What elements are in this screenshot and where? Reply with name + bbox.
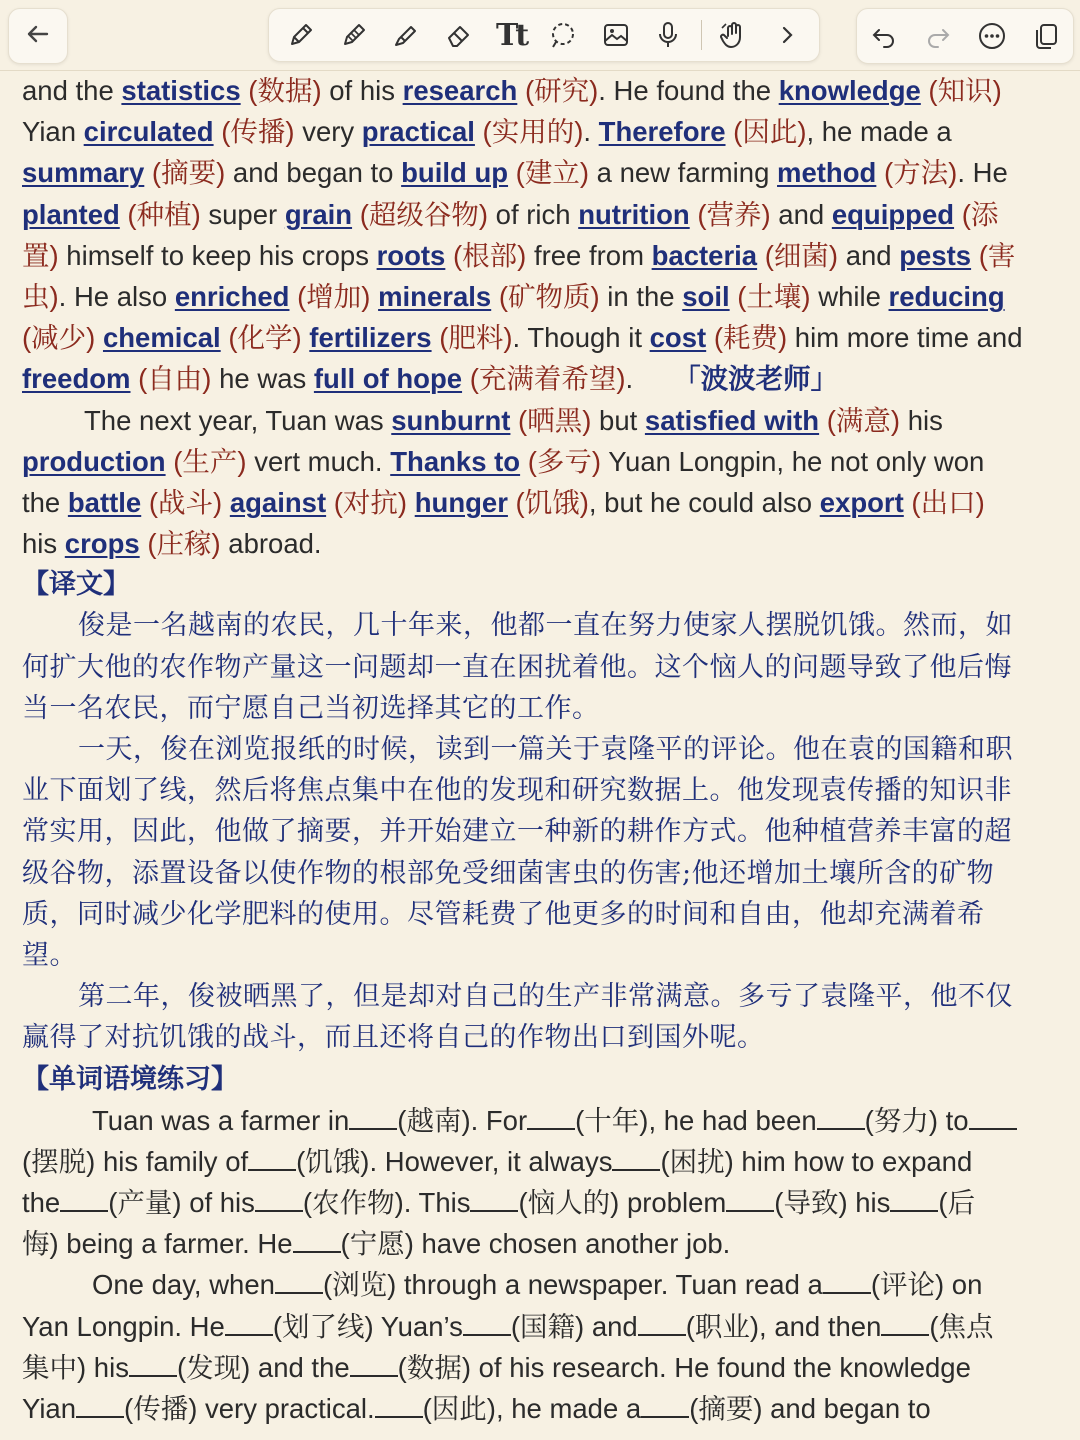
passage-line: 虫). He also enriched (增加) minerals (矿物质) in the soil (土壤) while reducing xyxy=(22,280,1005,312)
more-tools-button[interactable] xyxy=(767,15,807,55)
vocab-word: sunburnt xyxy=(391,404,511,436)
answer-blank[interactable] xyxy=(76,1392,124,1418)
vocab-word: crops xyxy=(64,528,140,560)
vocab-word: enriched xyxy=(174,280,290,312)
translation-line: 何扩大他的农作物产量这一问题却一直在困扰着他。这个恼人的问题导致了他后悔 xyxy=(22,651,1012,683)
image-icon xyxy=(601,20,631,50)
vocab-word: method xyxy=(777,157,877,189)
pencil-icon xyxy=(339,20,369,50)
toolbar-separator xyxy=(701,20,702,50)
more-options-button[interactable] xyxy=(972,16,1012,56)
text-tool-button[interactable] xyxy=(491,15,531,55)
answer-blank[interactable] xyxy=(350,1351,398,1377)
passage-line: freedom (自由) he was full of hope (充满着希望). 「波波老师」 xyxy=(22,363,839,395)
translation-heading: 【译文】 xyxy=(22,569,130,600)
answer-blank[interactable] xyxy=(375,1392,423,1418)
practice-line: Tuan was a farmer in (越南). For (十年), he had been (努力) to xyxy=(22,1100,1068,1141)
author-tag: 「波波老师」 xyxy=(673,363,839,395)
pencil-tool-button[interactable] xyxy=(334,15,374,55)
answer-blank[interactable] xyxy=(641,1392,689,1418)
vocab-word: fertilizers xyxy=(309,322,432,354)
vocab-word: Thanks to xyxy=(390,445,521,477)
vocab-word: against xyxy=(229,486,327,518)
practice-line: (摆脱) his family of (饥饿). However, it always (困扰) him how to expand xyxy=(22,1145,973,1177)
translation-line: 业下面划了线，然后将焦点集中在他的发现和研究数据上。他发现袁传播的知识非 xyxy=(22,775,1012,807)
vocab-word: production xyxy=(22,445,166,477)
answer-blank[interactable] xyxy=(612,1145,660,1171)
pen-tool-button[interactable] xyxy=(281,15,321,55)
highlighter-tool-button[interactable] xyxy=(386,15,426,55)
vocab-word: Therefore xyxy=(598,116,726,148)
vocab-word: full of hope xyxy=(313,363,463,395)
vocab-word: grain xyxy=(284,198,353,230)
translation-line: 望。 xyxy=(22,939,77,971)
redo-button[interactable] xyxy=(918,16,958,56)
passage-line: summary (摘要) and began to build up (建立) a new farming method (方法). He xyxy=(22,157,1008,189)
vocab-word: export xyxy=(819,486,904,518)
vocab-word: bacteria xyxy=(651,239,758,271)
back-arrow-icon xyxy=(23,19,53,54)
history-actions xyxy=(856,8,1074,64)
passage-line: his crops (庄稼) abroad. xyxy=(22,528,322,560)
redo-icon xyxy=(923,21,953,51)
practice-line: Yian (传播) very practical. (因此), he made a (摘要) and began to xyxy=(22,1393,931,1424)
passage-line: planted (种植) super grain (超级谷物) of rich nutrition (营养) and equipped (添 xyxy=(22,198,999,230)
practice-line: the (产量) of his (农作物). This (恼人的) problem (导致) his (后 xyxy=(22,1187,976,1219)
practice-line: 集中) his (发现) and the (数据) of his research. He found the knowledge xyxy=(22,1351,971,1383)
vocab-word: soil xyxy=(682,280,730,312)
more-icon xyxy=(977,21,1007,51)
answer-blank[interactable] xyxy=(969,1104,1017,1130)
passage-line: (减少) chemical (化学) fertilizers (肥料). Though it cost (耗费) him more time and xyxy=(22,322,1023,354)
vocab-word: satisfied with xyxy=(644,404,820,436)
vocab-word: freedom xyxy=(22,363,131,395)
translation-line: 俊是一名越南的农民，几十年来，他都一直在努力使家人摆脱饥饿。然而，如 xyxy=(78,610,1013,642)
passage-line: The next year, Tuan was sunburnt (晒黑) but satisfied with (满意) his xyxy=(84,404,943,436)
eraser-icon xyxy=(444,20,474,50)
image-tool-button[interactable] xyxy=(596,15,636,55)
practice-line: Yan Longpin. He (划了线) Yuan’s (国籍) and (职业), and then (焦点 xyxy=(22,1310,994,1342)
answer-blank[interactable] xyxy=(349,1104,397,1130)
microphone-icon xyxy=(653,20,683,50)
answer-blank[interactable] xyxy=(225,1310,273,1336)
vocab-word: equipped xyxy=(831,198,955,230)
pages-button[interactable] xyxy=(1026,16,1066,56)
answer-blank[interactable] xyxy=(275,1268,323,1294)
vocab-word: battle xyxy=(67,486,142,518)
translation-line: 级谷物，添置设备以使作物的根部免受细菌害虫的伤害;他还增加土壤所含的矿物 xyxy=(22,857,995,889)
translation-line: 赢得了对抗饥饿的战斗，而且还将自己的作物出口到国外呢。 xyxy=(22,1022,765,1054)
vocab-word: build up xyxy=(401,157,509,189)
answer-blank[interactable] xyxy=(463,1310,511,1336)
answer-blank[interactable] xyxy=(470,1186,518,1212)
answer-blank[interactable] xyxy=(726,1186,774,1212)
back-button[interactable] xyxy=(8,8,68,64)
answer-blank[interactable] xyxy=(248,1145,296,1171)
vocab-word: cost xyxy=(649,322,707,354)
answer-blank[interactable] xyxy=(890,1186,938,1212)
answer-blank[interactable] xyxy=(823,1268,871,1294)
translation-line: 常实用，因此，他做了摘要，并开始建立一种新的耕作方式。他种植营养丰富的超 xyxy=(22,816,1012,848)
vocab-word: reducing xyxy=(888,280,1005,312)
lasso-tool-button[interactable] xyxy=(543,15,583,55)
vocab-word: statistics xyxy=(121,75,241,106)
vocab-word: research xyxy=(402,75,518,106)
translation-line: 当一名农民，而宁愿自己当初选择其它的工作。 xyxy=(22,692,600,724)
answer-blank[interactable] xyxy=(881,1310,929,1336)
eraser-tool-button[interactable] xyxy=(439,15,479,55)
note-page xyxy=(22,70,1068,1429)
answer-blank[interactable] xyxy=(255,1186,303,1212)
passage-line: Yian circulated (传播) very practical (实用的). Therefore (因此), he made a xyxy=(22,116,952,148)
lasso-icon xyxy=(548,20,578,50)
practice-line: One day, when (浏览) through a newspaper. Tuan read a (评论) on xyxy=(92,1269,983,1301)
practice-line: 悔) being a farmer. He (宁愿) have chosen another job. xyxy=(22,1228,731,1260)
undo-icon xyxy=(869,21,899,51)
passage-line: the battle (战斗) against (对抗) hunger (饥饿), but he could also export (出口) xyxy=(22,486,985,518)
vocab-word: pests xyxy=(899,239,972,271)
translation-line: 第二年，俊被晒黑了，但是却对自己的生产非常满意。多亏了袁隆平，他不仅 xyxy=(78,981,1013,1013)
vocab-word: minerals xyxy=(378,280,492,312)
answer-blank[interactable] xyxy=(817,1104,865,1130)
tool-palette xyxy=(268,8,820,62)
vocab-word: planted xyxy=(22,198,120,230)
chevron-right-icon xyxy=(772,20,802,50)
vocab-word: practical xyxy=(361,116,475,148)
answer-blank[interactable] xyxy=(527,1104,575,1130)
translation-line: 质，同时减少化学肥料的使用。尽管耗费了他更多的时间和自由，他却充满着希 xyxy=(22,898,985,930)
passage-line: and the statistics (数据) of his research (研究). He found the knowledge (知识) xyxy=(22,75,1002,106)
vocab-word: nutrition xyxy=(578,198,690,230)
toolbar xyxy=(0,0,1080,71)
vocab-word: knowledge xyxy=(778,75,921,106)
answer-blank[interactable] xyxy=(60,1186,108,1212)
vocab-word: summary xyxy=(22,157,145,189)
vocab-word: hunger xyxy=(414,486,508,518)
vocab-word: circulated xyxy=(83,116,214,148)
pages-icon xyxy=(1031,21,1061,51)
passage-line: 置) himself to keep his crops roots (根部) free from bacteria (细菌) and pests (害 xyxy=(22,239,1016,271)
answer-blank[interactable] xyxy=(129,1351,177,1377)
vocab-word: roots xyxy=(376,239,446,271)
answer-blank[interactable] xyxy=(293,1227,341,1253)
passage-line: production (生产) vert much. Thanks to (多亏) Yuan Longpin, he not only won xyxy=(22,445,985,477)
answer-blank[interactable] xyxy=(638,1310,686,1336)
highlighter-icon xyxy=(391,20,421,50)
vocab-word: chemical xyxy=(102,322,221,354)
undo-button[interactable] xyxy=(864,16,904,56)
microphone-tool-button[interactable] xyxy=(648,15,688,55)
text-tool-icon: Tt xyxy=(495,17,527,53)
pen-icon xyxy=(286,20,316,50)
translation-line: 一天，俊在浏览报纸的时候，读到一篇关于袁隆平的评论。他在袁的国籍和职 xyxy=(78,734,1013,765)
hand-tool-button[interactable] xyxy=(714,15,754,55)
hand-icon xyxy=(719,20,749,50)
practice-heading: 【单词语境练习】 xyxy=(22,1063,238,1094)
